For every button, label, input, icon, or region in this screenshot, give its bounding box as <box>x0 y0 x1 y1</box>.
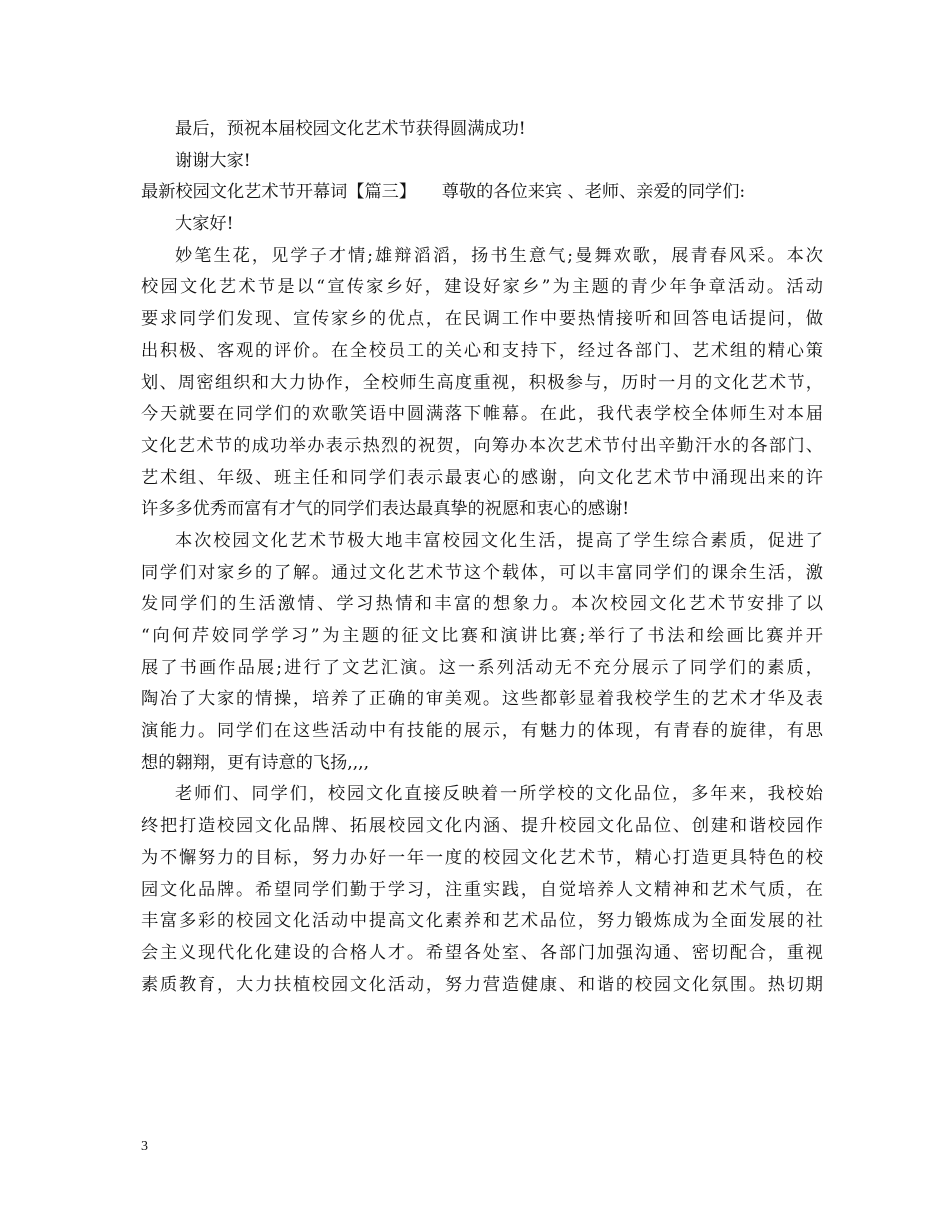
text-line: 素质教育，大力扶植校园文化活动，努力营造健康、和谐的校园文化氛围。热切期 <box>141 974 823 995</box>
text-line: 文化艺术节的成功举办表示热烈的祝贺，向筹办本次艺术节付出辛勤汗水的各部门、 <box>141 435 823 456</box>
text-line: 想的翱翔，更有诗意的飞扬,,,, <box>141 752 370 773</box>
page-number: 3 <box>141 1139 148 1154</box>
text-line: 许多多优秀而富有才气的同学们表达最真挚的祝愿和衷心的感谢! <box>141 499 630 520</box>
text-line: 演能力。同学们在这些活动中有技能的展示，有魅力的体现，有青春的旋律，有思 <box>141 721 823 742</box>
text-line: 终把打造校园文化品牌、拓展校园文化内涵、提升校园文化品位、创建和谐校园作 <box>141 816 823 837</box>
text-line: 陶冶了大家的情操，培养了正确的审美观。这些都彰显着我校学生的艺术才华及表 <box>141 689 823 710</box>
text-line: 丰富多彩的校园文化活动中提高文化素养和艺术品位，努力锻炼成为全面发展的社 <box>141 911 823 932</box>
text-line: 大家好! <box>175 214 234 235</box>
text-line: 划、周密组织和大力协作，全校师生高度重视，积极参与，历时一月的文化艺术节， <box>141 372 823 393</box>
text-line: 园文化品牌。希望同学们勤于学习，注重实践，自觉培养人文精神和艺术气质，在 <box>141 879 823 900</box>
text-line: 最后，预祝本届校园文化艺术节获得圆满成功! <box>175 119 526 139</box>
text-line: 本次校园文化艺术节极大地丰富校园文化生活，提高了学生综合素质，促进了 <box>175 530 823 551</box>
text-line: 为不懈努力的目标，努力办好一年一度的校园文化艺术节，精心打造更具特色的校 <box>141 847 823 868</box>
text-line: “向何芹姣同学学习”为主题的征文比赛和演讲比赛;举行了书法和绘画比赛并开 <box>141 626 823 646</box>
text-line: 妙笔生花，见学子才情;雄辩滔滔，扬书生意气;曼舞欢歌，展青春风采。本次 <box>175 245 823 266</box>
text-line: 要求同学们发现、宣传家乡的优点，在民调工作中要热情接听和回答电话提问，做 <box>141 309 823 330</box>
text-line: 最新校园文化艺术节开幕词【篇三】 尊敬的各位来宾 、老师、亲爱的同学们: <box>141 182 746 203</box>
text-line: 会主义现代化化建设的合格人才。希望各处室、各部门加强沟通、密切配合，重视 <box>141 942 823 963</box>
text-line: 出积极、客观的评价。在全校员工的关心和支持下，经过各部门、艺术组的精心策 <box>141 340 823 361</box>
text-line: 今天就要在同学们的欢歌笑语中圆满落下帷幕。在此，我代表学校全体师生对本届 <box>141 404 823 425</box>
document-body <box>141 114 823 1001</box>
text-line: 校园文化艺术节是以“宣传家乡好，建设好家乡”为主题的青少年争章活动。活动 <box>141 277 823 298</box>
text-line: 同学们对家乡的了解。通过文化艺术节这个载体，可以丰富同学们的课余生活，激 <box>141 562 823 583</box>
text-line: 展了书画作品展;进行了文艺汇演。这一系列活动无不充分展示了同学们的素质， <box>141 657 823 678</box>
text-line: 艺术组、年级、班主任和同学们表示最衷心的感谢，向文化艺术节中涌现出来的许 <box>141 467 823 488</box>
text-line: 老师们、同学们，校园文化直接反映着一所学校的文化品位，多年来，我校始 <box>175 784 823 805</box>
text-line: 谢谢大家! <box>175 150 251 171</box>
text-line: 发同学们的生活激情、学习热情和丰富的想象力。本次校园文化艺术节安排了以 <box>141 594 823 615</box>
